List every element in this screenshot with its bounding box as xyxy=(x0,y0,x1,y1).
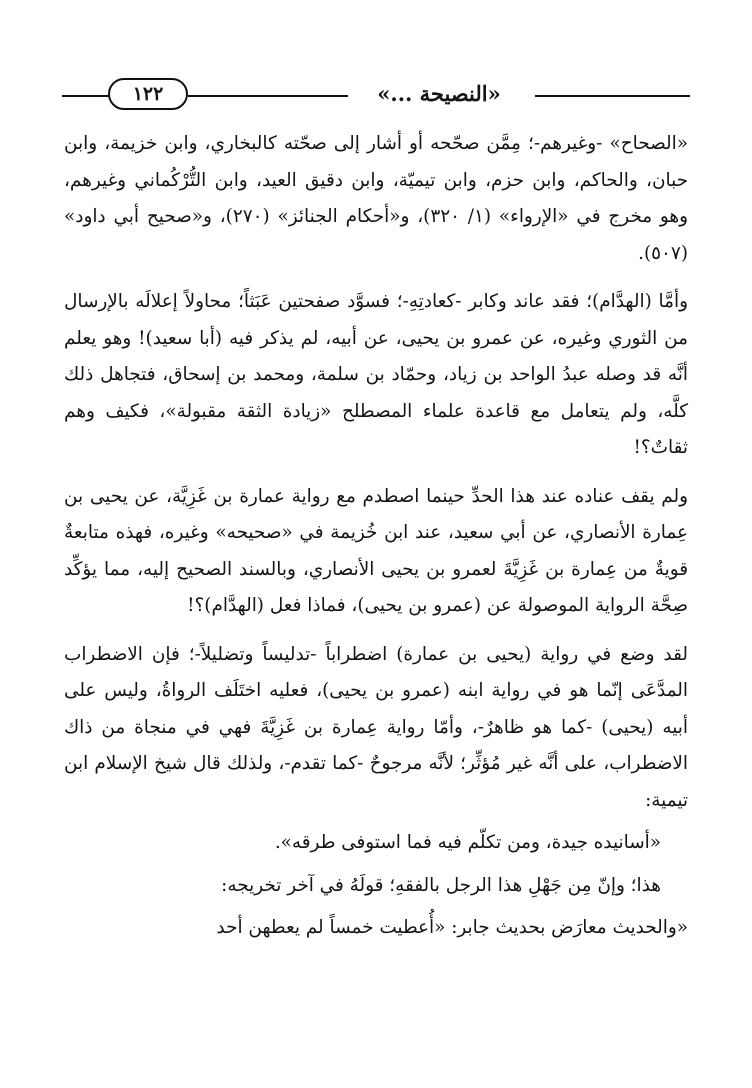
page-number: ١٢٢ xyxy=(108,78,188,110)
running-title: «النصيحة ...» xyxy=(377,81,501,106)
paragraph: هذا؛ وإنّ مِن جَهْلِ هذا الرجل بالفقهِ؛ قولَهُ في آخر تخريجه: xyxy=(221,874,661,896)
header-rule xyxy=(535,95,690,97)
paragraph: ولم يقف عناده عند هذا الحدِّ حينما اصطدم مع رواية عمارة بن غَزِيَّة، عن يحيى بن عِمارة الأنصاري، عن أبي سعيد، عند ابن خُزيمة في «صحيحه» وغيره، فهذه متابعةٌ قويةٌ من عِمارة بن غَزِيَّةَ لعمرو بن يحيى الأنصاري، وبالسند الصحيح إليه، مما يؤكِّد صِحَّة الرواية الموصولة عن (عمرو بن يحيى)، فماذا فعل (الهدَّام)؟! xyxy=(64,485,688,616)
paragraph: وأمَّا (الهدَّام)؛ فقد عاند وكابر -كعادتِهِ-؛ فسوَّد صفحتين عَبَثاً؛ محاولاً إعلالَه بالإرسال من الثوري وغيره، عن عمرو بن يحيى، عن أبيه، لم يذكر فيه (أبا سعيد)! وهو يعلم أنَّه قد وصله عبدُ الواحد بن زياد، وحمّاد بن سلمة، ومحمد بن إسحاق، فتجاهل ذلك كلَّه، ولم يتعامل مع قاعدة علماء المصطلح «زيادة الثقة مقبولة»، فكيف وهم ثقاتٌ؟! xyxy=(64,291,688,458)
page-body xyxy=(64,126,688,947)
block-quote: «أسانيده جيدة، ومن تكلّم فيه فما استوفى طرقه». xyxy=(274,832,661,853)
header-rule xyxy=(188,95,348,97)
header-rule xyxy=(62,95,110,97)
page-header xyxy=(62,76,690,116)
paragraph: «والحديث معارَض بحديث جابر: «أُعطيت خمساً لم يعطهن أحد xyxy=(216,917,688,938)
paragraph: لقد وضع في رواية (يحيى بن عمارة) اضطراباً -تدليساً وتضليلاً-؛ فإن الاضطراب المدَّعَى إنّما هو في رواية ابنه (عمرو بن يحيى)، فعليه اختَلَف الرواةُ، وليس على أبيه (يحيى) -كما هو ظاهرٌ-، وأمّا رواية عِمارة بن غَزِيَّةَ فهي في منجاة من ذاك الاضطراب، على أنَّه غير مُؤثِّر؛ لأنَّه مرجوحٌ -كما تقدم-، ولذلك قال شيخ الإسلام ابن تيمية: xyxy=(64,643,688,811)
paragraph: «الصحاح» -وغيرهم-؛ مِمَّن صحّحه أو أشار إلى صحّته كالبخاري، وابن خزيمة، وابن حبان، والحاكم، وابن حزم، وابن تيميّة، وابن دقيق العيد، وابن التُّرْكُماني وغيرهم، وهو مخرج في «الإرواء» (١/ ٣٢٠)، و«أحكام الجنائز» (٢٧٠)، و«صحيح أبي داود» (٥٠٧). xyxy=(64,133,689,264)
